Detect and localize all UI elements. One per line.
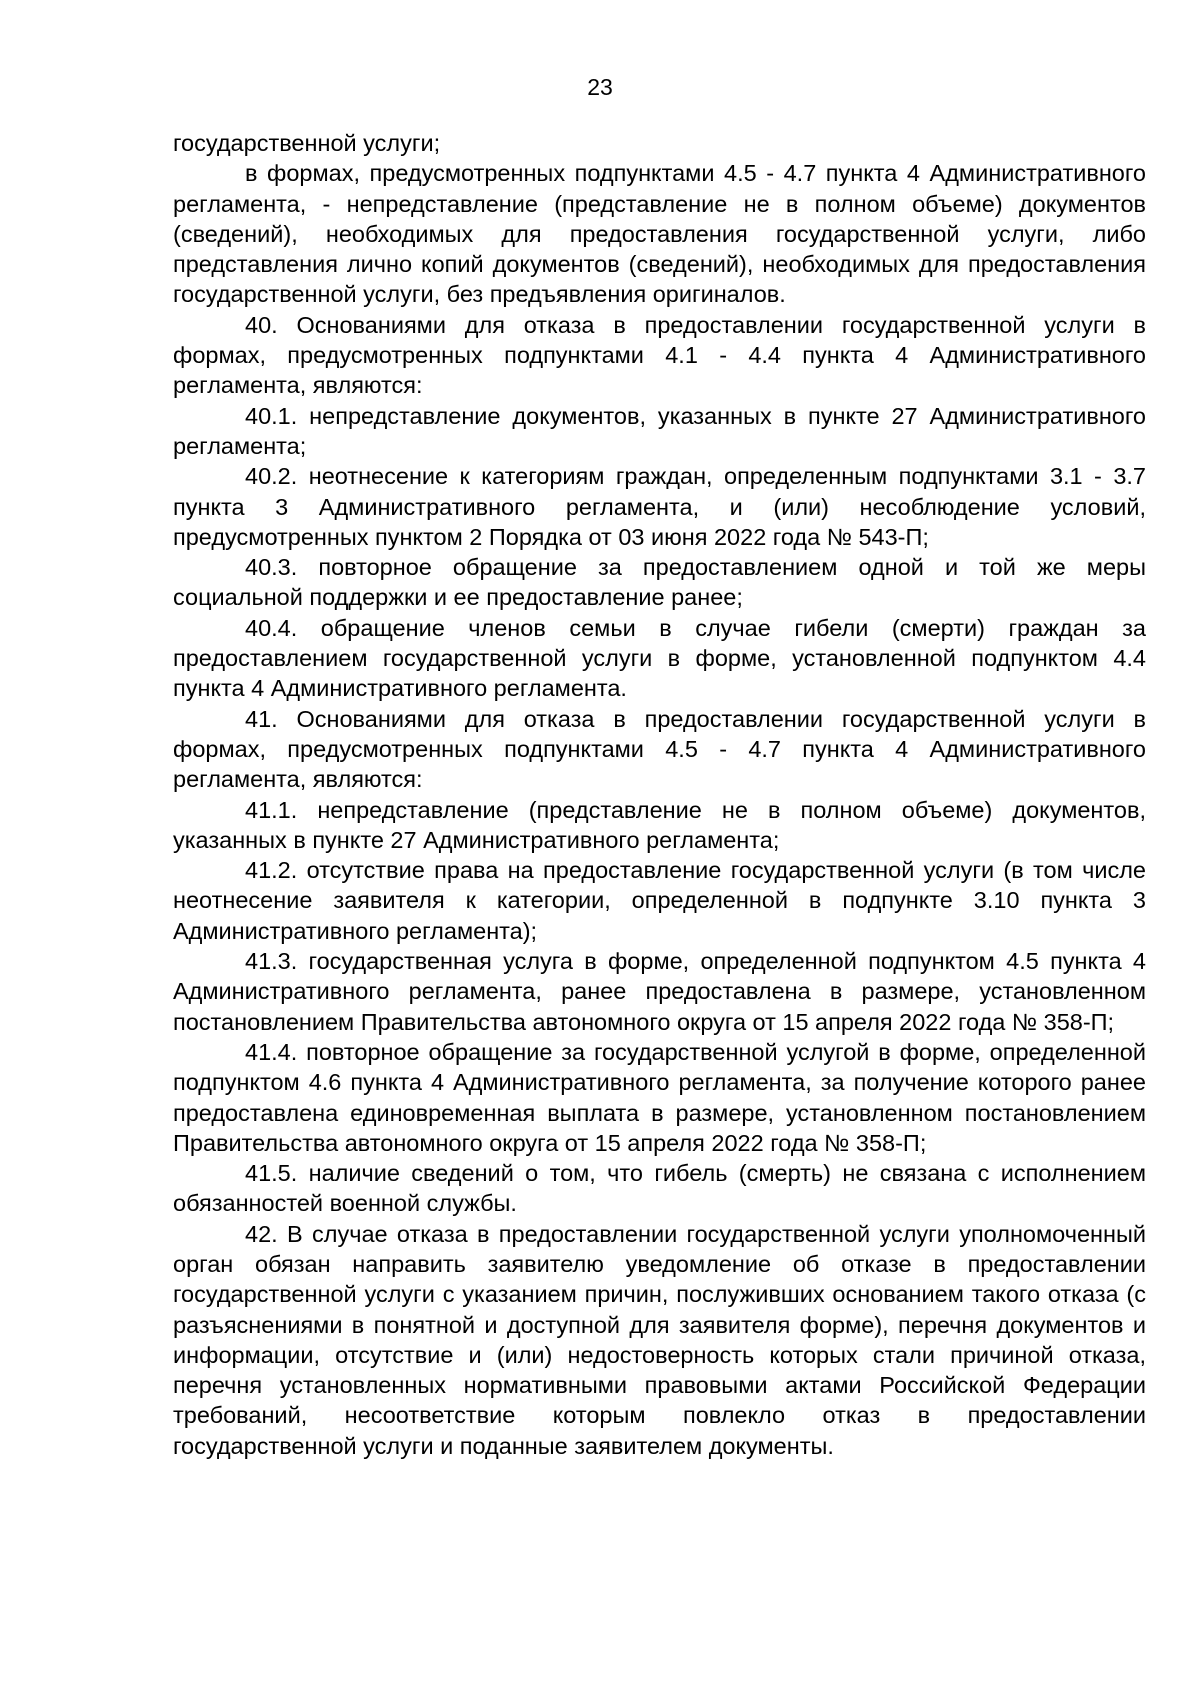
document-body	[173, 128, 1146, 1461]
paragraph-41-4: 41.4. повторное обращение за государственной услугой в форме, определенной подпунктом 4.6 пункта 4 Административного регламента, за получение которого ранее предоставлена единовременная выплата в размере, установленном постановлением Правительства автономного округа от 15 апреля 2022 года № 358-П;	[173, 1038, 1146, 1156]
paragraph-41-1: 41.1. непредставление (представление не в полном объеме) документов, указанных в пункте 27 Административного регламента;	[173, 796, 1146, 853]
paragraph-40-1: 40.1. непредставление документов, указанных в пункте 27 Административного регламента;	[173, 402, 1146, 459]
paragraph-42: 42. В случае отказа в предоставлении государственной услуги уполномоченный орган обязан направить заявителю уведомление об отказе в предоставлении государственной услуги с указанием причин, послуживших основанием такого отказа (с разъяснениями в понятной и доступной для заявителя форме), перечня документов и информации, отсутствие и (или) недостоверность которых стали причиной отказа, перечня установленных нормативными правовыми актами Российской Федерации требований, несоответствие которым повлекло отказ в предоставлении государственной услуги и поданные заявителем документы.	[173, 1220, 1146, 1459]
paragraph-41-2: 41.2. отсутствие права на предоставление государственной услуги (в том числе неотнесение заявителя к категории, определенной в подпункте 3.10 пункта 3 Административного регламента);	[173, 857, 1146, 944]
paragraph-40-2: 40.2. неотнесение к категориям граждан, определенным подпунктами 3.1 - 3.7 пункта 3 Административного регламента, и (или) несоблюдение условий, предусмотренных пунктом 2 Порядка от 03 июня 2022 года № 543-П;	[173, 463, 1146, 550]
paragraph-41-3: 41.3. государственная услуга в форме, определенной подпунктом 4.5 пункта 4 Административного регламента, ранее предоставлена в размере, установленном постановлением Правительства автономного округа от 15 апреля 2022 года № 358-П;	[173, 948, 1146, 1035]
page-number: 23	[587, 74, 613, 100]
paragraph-40-3: 40.3. повторное обращение за предоставлением одной и той же меры социальной поддержки и ее предоставление ранее;	[173, 554, 1146, 611]
paragraph-forms-4-5-4-7: в формах, предусмотренных подпунктами 4.5 - 4.7 пункта 4 Административного регламента, - непредставление (представление не в полном объеме) документов (сведений), необходимых для предоставления государственной услуги, либо представления лично копий документов (сведений), необходимых для предоставления государственной услуги, без предъявления оригиналов.	[173, 160, 1146, 308]
paragraph-41: 41. Основаниями для отказа в предоставлении государственной услуги в формах, предусмотренных подпунктами 4.5 - 4.7 пункта 4 Административного регламента, являются:	[173, 705, 1146, 793]
paragraph-continuation: государственной услуги;	[173, 130, 441, 156]
paragraph-41-5: 41.5. наличие сведений о том, что гибель (смерть) не связана с исполнением обязанностей военной службы.	[173, 1160, 1146, 1217]
paragraph-40-4: 40.4. обращение членов семьи в случае гибели (смерти) граждан за предоставлением государственной услуги в форме, установленной подпунктом 4.4 пункта 4 Административного регламента.	[173, 614, 1146, 702]
paragraph-40: 40. Основаниями для отказа в предоставлении государственной услуги в формах, предусмотренных подпунктами 4.1 - 4.4 пункта 4 Административного регламента, являются:	[173, 311, 1146, 399]
